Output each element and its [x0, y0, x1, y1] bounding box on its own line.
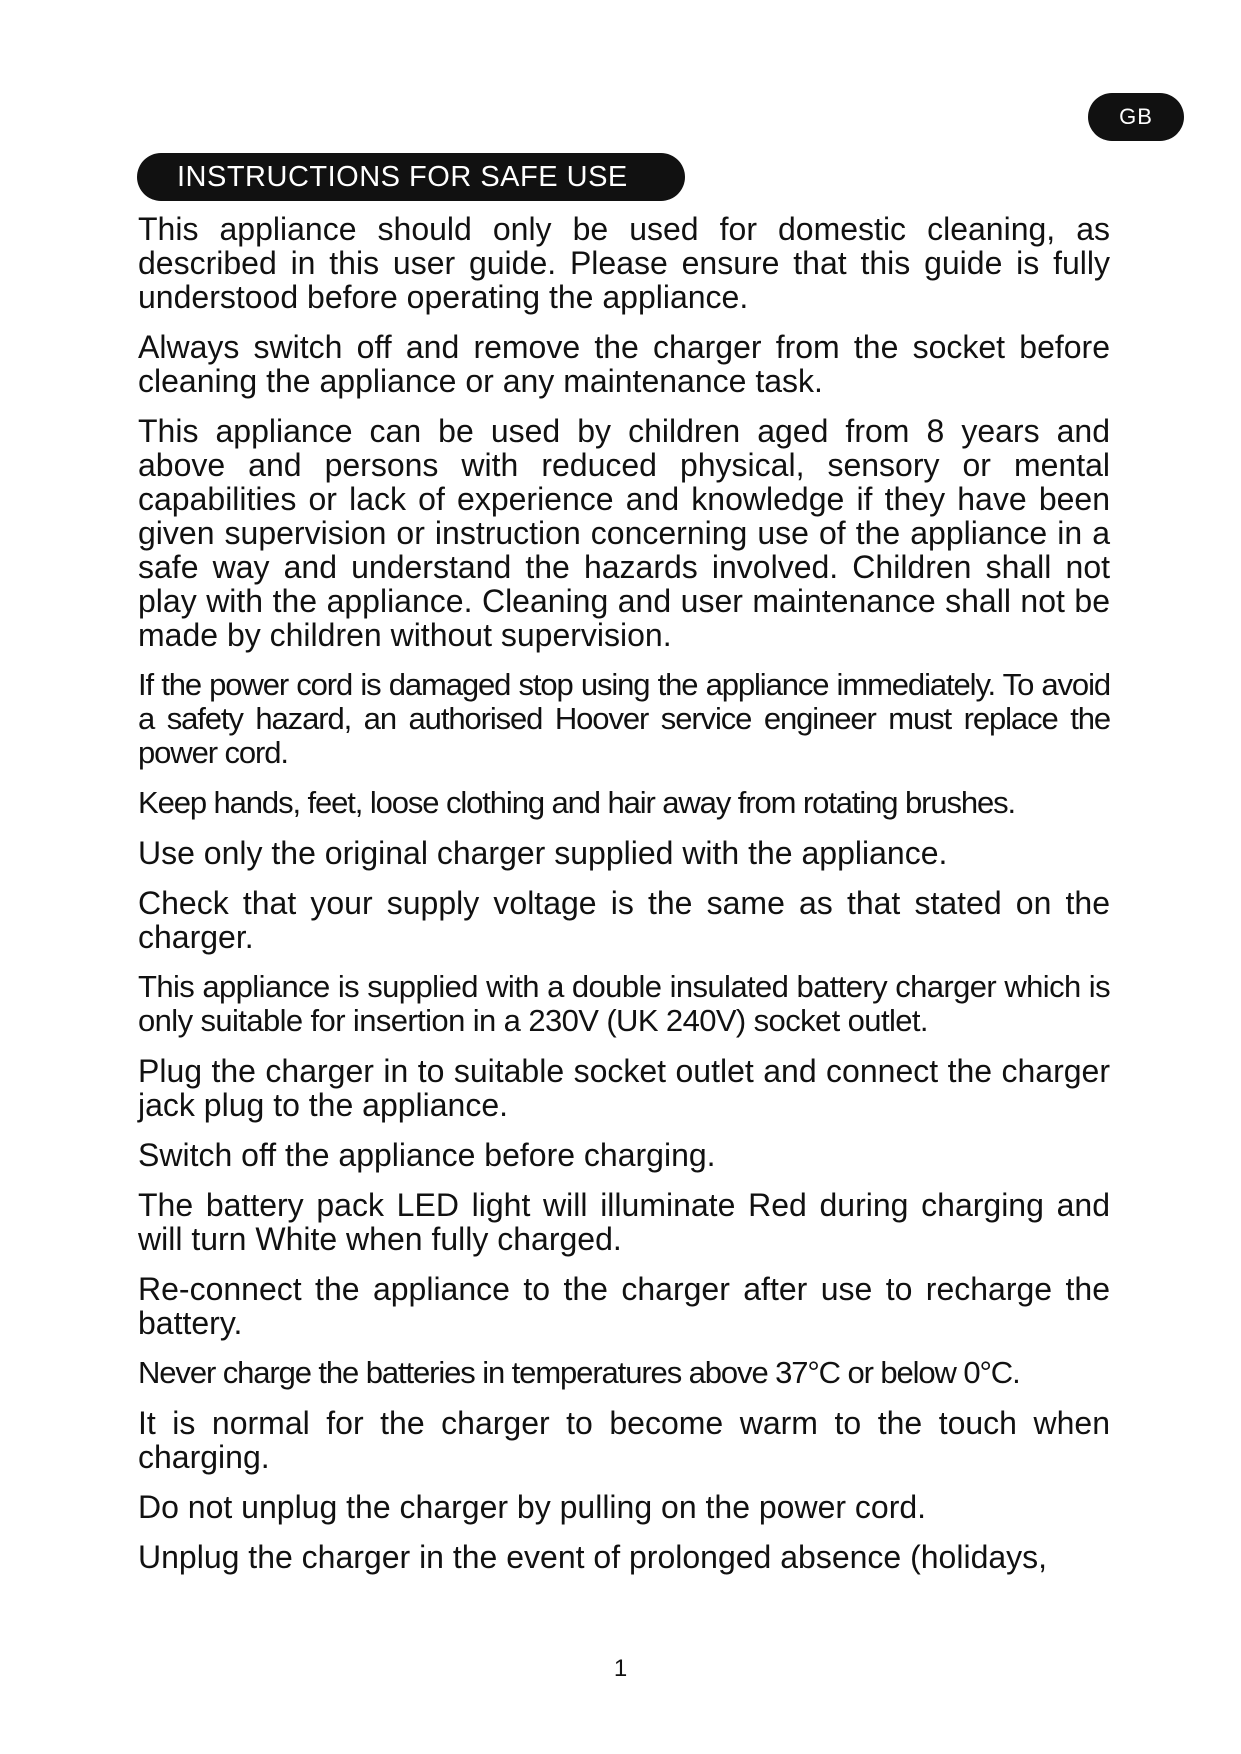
paragraph-switch-off-charging: Switch off the appliance before charging. [138, 1137, 716, 1173]
paragraph-original-charger: Use only the original charger supplied with the appliance. [138, 835, 948, 871]
paragraph-double-insulated: This appliance is supplied with a double insulated battery charger which is only suitable for insertion in a 230V (UK 240V) socket outlet. [138, 969, 1110, 1038]
paragraph-switch-off: Always switch off and remove the charger from the socket before cleaning the appliance or any maintenance task. [138, 329, 1110, 399]
paragraph-domestic-use: This appliance should only be used for domestic cleaning, as described in this user guide. Please ensure that this guide is fully understood before operating the appliance. [138, 211, 1110, 315]
section-title: INSTRUCTIONS FOR SAFE USE [137, 153, 685, 201]
paragraph-rotating-brushes: Keep hands, feet, loose clothing and hair away from rotating brushes. [138, 785, 1016, 820]
paragraph-children: This appliance can be used by children aged from 8 years and above and persons with reduced physical, sensory or mental capabilities or lack of experience and knowledge if they have been given supervision or instruction concerning use of the appliance in a safe way and understand the hazards involved. Children shall not play with the appliance. Cleaning and user maintenance shall not be made by children without supervision. [138, 413, 1110, 653]
paragraph-reconnect: Re-connect the appliance to the charger after use to recharge the battery. [138, 1271, 1110, 1341]
paragraph-do-not-unplug: Do not unplug the charger by pulling on the power cord. [138, 1489, 927, 1525]
paragraph-supply-voltage: Check that your supply voltage is the same as that stated on the charger. [138, 885, 1110, 955]
page-number: 1 [613, 1655, 628, 1682]
instructions-body [138, 212, 1110, 1590]
paragraph-power-cord: If the power cord is damaged stop using the appliance immediately. To avoid a safety hazard, an authorised Hoover service engineer must replace the power cord. [138, 667, 1110, 770]
paragraph-plug-charger: Plug the charger in to suitable socket outlet and connect the charger jack plug to the appliance. [138, 1053, 1110, 1123]
paragraph-prolonged-absence: Unplug the charger in the event of prolonged absence (holidays, [138, 1539, 1048, 1575]
paragraph-temperature: Never charge the batteries in temperatures above 37°C or below 0°C. [138, 1355, 1020, 1390]
paragraph-led-light: The battery pack LED light will illuminate Red during charging and will turn White when fully charged. [138, 1187, 1110, 1257]
paragraph-charger-warm: It is normal for the charger to become warm to the touch when charging. [138, 1405, 1110, 1475]
language-badge: GB [1088, 93, 1184, 141]
